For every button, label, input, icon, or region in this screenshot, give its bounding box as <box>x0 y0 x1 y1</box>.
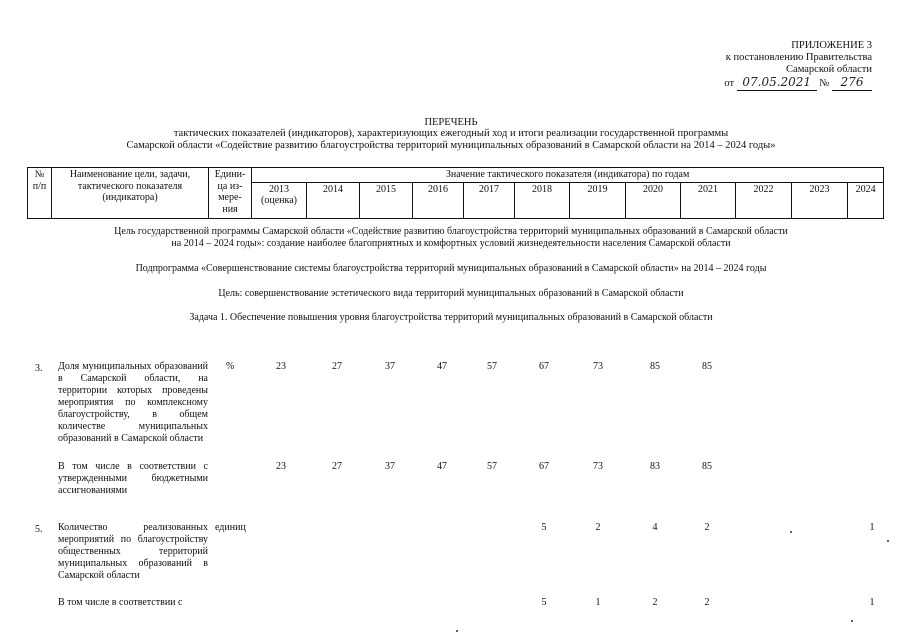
value-2016: 47 <box>437 361 447 372</box>
value-2013: 23 <box>276 361 286 372</box>
scan-speck <box>851 620 853 622</box>
appendix-region: Самарской области <box>786 64 872 76</box>
task-title: Задача 1. Обеспечение повышения уровня благоустройства территорий муниципальных образований в Самарской области <box>189 312 713 323</box>
header-year: 2020 <box>626 182 681 218</box>
header-num: № п/п <box>28 168 52 219</box>
indicator-subrow-name: В том числе в соответствии с <box>58 597 183 608</box>
subprogram-goal: Цель: совершенствование эстетического вида территорий муниципальных образований в Самарской области <box>218 288 684 299</box>
value-2020: 83 <box>650 461 660 472</box>
value-2017: 57 <box>487 461 497 472</box>
value-2021: 85 <box>702 461 712 472</box>
handwritten-number: 276 <box>832 76 872 91</box>
header-year: 2022 <box>736 182 792 218</box>
scan-speck <box>456 630 458 632</box>
header-year: 2017 <box>464 182 515 218</box>
value-2019: 1 <box>595 597 601 608</box>
header-year: 2015 <box>360 182 413 218</box>
value-2016: 47 <box>437 461 447 472</box>
value-2013: 23 <box>276 461 286 472</box>
value-2019: 2 <box>595 522 601 533</box>
value-2024: 1 <box>869 522 875 533</box>
program-goal-line2: на 2014 – 2024 годы»: создание наиболее благоприятных и комфортных условий жизнедеятельности населения Самарской области <box>171 238 731 249</box>
value-2019: 73 <box>593 361 603 372</box>
subprogram-title: Подпрограмма «Совершенствование системы благоустройства территорий муниципальных образований в Самарской области» на 2014 – 2024 годы <box>135 263 767 274</box>
header-year: 2019 <box>570 182 626 218</box>
value-2021: 2 <box>704 522 710 533</box>
row-number: 3. <box>35 363 43 374</box>
indicator-unit: единиц <box>215 522 246 533</box>
row-number: 5. <box>35 524 43 535</box>
header-year: 2016 <box>413 182 464 218</box>
value-2015: 37 <box>385 461 395 472</box>
value-2018: 67 <box>539 461 549 472</box>
value-2020: 2 <box>652 597 658 608</box>
indicator-header-table <box>27 167 884 219</box>
value-2017: 57 <box>487 361 497 372</box>
header-year: 2024 <box>848 182 884 218</box>
value-2015: 37 <box>385 361 395 372</box>
header-year: 2023 <box>792 182 848 218</box>
indicator-subrow-name: В том числе в соответствии с утвержденными бюджетными ассигнованиями <box>58 461 208 496</box>
program-goal-line1: Цель государственной программы Самарской области «Содействие развитию благоустройства территорий муниципальных образований в Самарской области <box>114 226 788 237</box>
document-subtitle-line1: тактических показателей (индикаторов), характеризующих ежегодный ход и итоги реализации государственной программы <box>173 128 729 139</box>
value-2020: 85 <box>650 361 660 372</box>
header-year: 2018 <box>515 182 570 218</box>
value-2014: 27 <box>332 461 342 472</box>
document-title: ПЕРЕЧЕНЬ <box>424 117 478 128</box>
indicator-name: Доля муниципальных образований в Самарской области, на территории которых проведены мероприятия по комплексному благоустройству, в общем количестве муниципальных образований в Самарской области <box>58 361 208 444</box>
header-values-caption: Значение тактического показателя (индикатора) по годам <box>252 168 884 183</box>
number-label: № <box>819 78 830 90</box>
handwritten-date: 07.05.2021 <box>737 76 817 91</box>
scan-speck <box>887 540 889 542</box>
from-label: от <box>724 78 735 90</box>
value-2018: 5 <box>541 597 547 608</box>
appendix-block <box>692 40 872 91</box>
header-year: 2021 <box>681 182 736 218</box>
indicator-unit: % <box>226 361 235 372</box>
header-year: 2013 (оценка) <box>252 182 307 218</box>
value-2018: 67 <box>539 361 549 372</box>
appendix-decree: к постановлению Правительства <box>725 52 872 64</box>
value-2018: 5 <box>541 522 547 533</box>
document-subtitle-line2: Самарской области «Содействие развитию благоустройства территорий муниципальных образований в Самарской области на 2014 – 2024 годы» <box>126 140 776 151</box>
indicator-name: Количество реализованных мероприятий по благоустройству общественных территорий муниципальных образований в Самарской области <box>58 522 208 581</box>
header-name: Наименование цели, задачи, тактического показателя (индикатора) <box>52 168 209 219</box>
value-2019: 73 <box>593 461 603 472</box>
header-unit: Едини-ца из-мере-ния <box>209 168 252 219</box>
value-2021: 85 <box>702 361 712 372</box>
scan-speck <box>790 531 792 533</box>
value-2020: 4 <box>652 522 658 533</box>
value-2021: 2 <box>704 597 710 608</box>
appendix-title: ПРИЛОЖЕНИЕ 3 <box>791 40 872 51</box>
value-2014: 27 <box>332 361 342 372</box>
header-year: 2014 <box>307 182 360 218</box>
appendix-signature-line <box>692 76 872 91</box>
value-2024: 1 <box>869 597 875 608</box>
